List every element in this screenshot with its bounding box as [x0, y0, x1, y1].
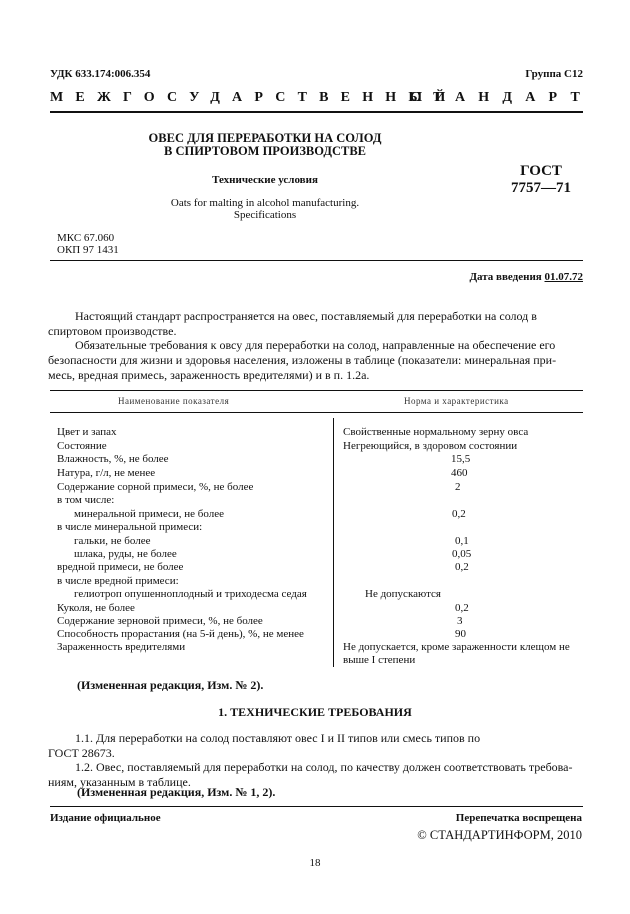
table-row	[57, 494, 583, 507]
english-title-line-2: Specifications	[233, 209, 297, 221]
clause-1-1-line-1: 1.1. Для переработки на солод поставляют овес I и II типов или смесь типов по	[75, 731, 481, 745]
classification-codes	[57, 232, 119, 256]
clause-1-1-line-2: ГОСТ 28673.	[48, 746, 115, 760]
table-row	[57, 426, 583, 439]
table-row	[57, 453, 583, 466]
intro-date	[469, 271, 583, 283]
row-value: 460	[451, 467, 468, 479]
row-value: Не допускается, кроме зараженности клещом не	[343, 641, 570, 653]
row-name: в том числе:	[57, 494, 115, 506]
table-row	[57, 508, 583, 521]
banner-word-standard: СТАНДАРТ	[409, 90, 593, 105]
document-subtitle: Технические условия	[212, 174, 318, 186]
table-row	[57, 548, 583, 561]
table-row	[57, 588, 583, 601]
table-header-rule	[50, 412, 583, 413]
row-value: 0,1	[455, 535, 469, 547]
row-value: Негреющийся, в здоровом состоянии	[343, 440, 518, 452]
intro-date-label: Дата введения	[469, 271, 542, 283]
row-value: 15,5	[451, 453, 471, 465]
mks-code: МКС 67.060	[57, 232, 115, 244]
footer-rule	[50, 806, 583, 807]
gost-number	[500, 163, 582, 197]
p1-line-1: Настоящий стандарт распространяется на овес, поставляемый для переработки на солод в	[75, 309, 537, 323]
row-name: Содержание зерновой примеси, %, не более	[57, 615, 263, 627]
row-name: в числе минеральной примеси:	[57, 521, 203, 533]
title-line-2: В СПИРТОВОМ ПРОИЗВОДСТВЕ	[163, 144, 366, 158]
row-name: минеральной примеси, не более	[74, 508, 225, 520]
table-header-indicator: Наименование показателя	[118, 396, 230, 406]
document-title	[140, 132, 390, 158]
table-row	[57, 481, 583, 494]
row-name: вредной примеси, не более	[57, 561, 184, 573]
p2-line-1: Обязательные требования к овсу для переработки на солод, направленные на обеспечение его	[75, 338, 556, 352]
header-rule	[50, 111, 583, 113]
table-row	[57, 654, 583, 667]
intro-date-value: 01.07.72	[544, 271, 583, 283]
title-line-1: ОВЕС ДЛЯ ПЕРЕРАБОТКИ НА СОЛОД	[148, 131, 382, 145]
p1-line-2: спиртовом производстве.	[48, 324, 177, 338]
p2-line-3: месь, вредная примесь, зараженность вредителями) и в п. 1.2а.	[48, 368, 370, 382]
row-value: Свойственные нормальному зерну овса	[343, 426, 529, 438]
group-code: Группа С12	[525, 68, 583, 80]
row-value: 0,05	[452, 548, 472, 560]
row-value: 0,2	[452, 508, 466, 520]
codes-rule	[50, 260, 583, 261]
row-name: Цвет и запах	[57, 426, 117, 438]
amendment-note-1: (Измененная редакция, Изм. № 2).	[77, 678, 264, 692]
row-name: Куколя, не более	[57, 602, 135, 614]
p2-line-2: безопасности для жизни и здоровья населения, изложены в таблице (показатели: минеральная при-	[48, 353, 557, 367]
row-name: Натура, г/л, не менее	[57, 467, 156, 479]
clause-1-2-line-1: 1.2. Овес, поставляемый для переработки на солод, по качеству должен соответствовать требова-	[75, 760, 573, 774]
gost-label: ГОСТ	[520, 163, 562, 179]
row-name: Влажность, %, не более	[57, 453, 169, 465]
table-top-rule	[50, 390, 583, 391]
amendment-note-2: (Измененная редакция, Изм. № 1, 2).	[77, 785, 276, 799]
row-value: 3	[457, 615, 463, 627]
table-row	[57, 575, 583, 588]
clause-1-1	[48, 731, 582, 761]
gost-code: 7757—71	[511, 180, 571, 196]
english-title	[140, 197, 390, 221]
row-name: Состояние	[57, 440, 107, 452]
row-value: 90	[455, 628, 466, 640]
page-number: 18	[309, 857, 321, 869]
okp-code: ОКП 97 1431	[57, 244, 119, 256]
row-name: гелиотроп опушенноплодный и триходесма седая	[74, 588, 307, 600]
official-edition: Издание официальное	[50, 812, 161, 824]
table-row	[57, 440, 583, 453]
reprint-prohibited: Перепечатка воспрещена	[455, 812, 582, 824]
row-value: Не допускаются	[365, 588, 441, 600]
table-row	[57, 641, 583, 654]
table-row	[57, 628, 583, 641]
table-header-norm: Норма и характеристика	[404, 396, 509, 406]
table-row	[57, 521, 583, 534]
clause-1-2-line-2: ниям, указанным в таблице.	[48, 775, 191, 789]
udk-code: УДК 633.174:006.354	[50, 68, 151, 80]
row-name: Способность прорастания (на 5-й день), %, не менее	[57, 628, 304, 640]
copyright: © СТАНДАРТИНФОРМ, 2010	[417, 828, 582, 842]
row-value: выше I степени	[343, 654, 416, 666]
table-row	[57, 561, 583, 574]
row-name: шлака, руды, не более	[74, 548, 177, 560]
row-value: 0,2	[455, 602, 469, 614]
intro-paragraph-2	[48, 338, 582, 383]
row-name: в числе вредной примеси:	[57, 575, 179, 587]
row-value: 2	[455, 481, 461, 493]
header-row	[50, 68, 583, 82]
row-name: Содержание сорной примеси, %, не более	[57, 481, 254, 493]
english-title-line-1: Oats for malting in alcohol manufacturing.	[170, 197, 360, 209]
row-value: 0,2	[455, 561, 469, 573]
banner-word-interstate: МЕЖГОСУДАРСТВЕННЫЙ	[50, 90, 458, 105]
table-row	[57, 535, 583, 548]
row-name: гальки, не более	[74, 535, 151, 547]
section-heading: 1. ТЕХНИЧЕСКИЕ ТРЕБОВАНИЯ	[218, 705, 412, 719]
intro-paragraph-1	[48, 309, 582, 339]
table-row	[57, 467, 583, 480]
table-row	[57, 615, 583, 628]
row-name: Зараженность вредителями	[57, 641, 186, 653]
table-row	[57, 602, 583, 615]
